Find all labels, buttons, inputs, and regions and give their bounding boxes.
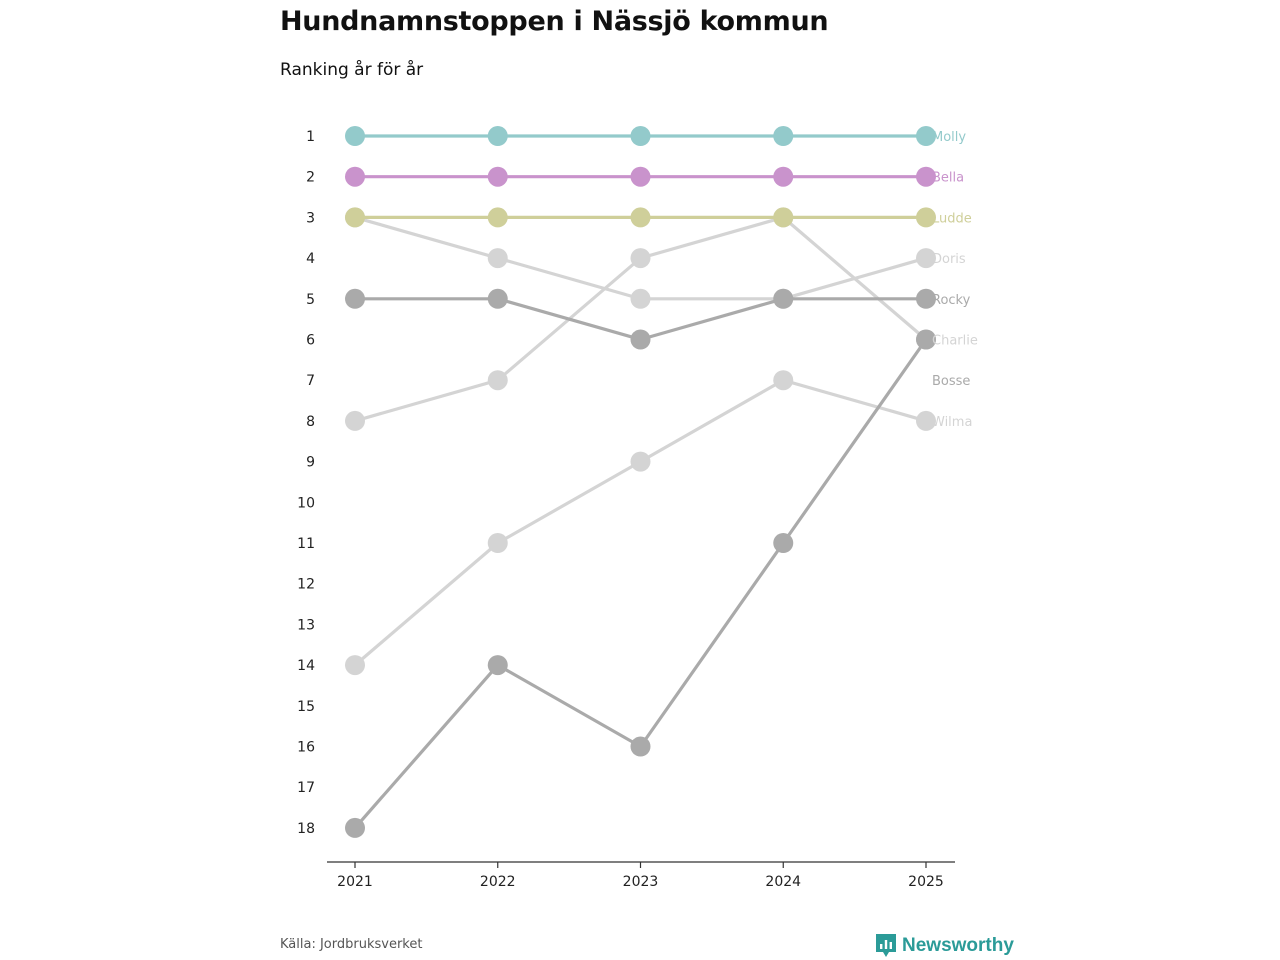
y-tick-label: 10: [297, 495, 315, 512]
brand-logo: [876, 934, 1014, 958]
data-point-rocky: [488, 289, 508, 309]
y-tick-label: 18: [297, 820, 315, 837]
series-ludde: [345, 207, 936, 227]
y-tick-label: 14: [297, 658, 315, 675]
y-tick-label: 17: [297, 780, 315, 797]
x-tick-label: 2021: [337, 874, 373, 890]
x-axis: [327, 862, 955, 890]
series-bosse: [345, 330, 936, 838]
data-point-charlie: [488, 370, 508, 390]
series-label-charlie: Charlie: [932, 333, 978, 349]
y-tick-label: 2: [306, 169, 315, 186]
series-label-bella: Bella: [932, 170, 965, 186]
series-label-rocky: Rocky: [932, 292, 971, 308]
series-wilma: [345, 370, 936, 675]
series-label-doris: Doris: [932, 252, 966, 268]
data-point-bosse: [773, 533, 793, 553]
data-point-molly: [488, 126, 508, 146]
x-tick-label: 2023: [622, 874, 659, 890]
y-tick-label: 4: [306, 251, 315, 268]
y-tick-label: 7: [306, 373, 315, 390]
data-point-bosse: [488, 655, 508, 675]
data-point-ludde: [488, 207, 508, 227]
y-axis: [297, 129, 315, 837]
chart-subtitle: Ranking år för år: [280, 60, 424, 80]
series-line-charlie: [355, 217, 926, 421]
data-point-wilma: [488, 533, 508, 553]
x-tick-label: 2025: [908, 874, 944, 890]
y-tick-label: 6: [306, 332, 315, 349]
chart-title: Hundnamnstoppen i Nässjö kommun: [280, 6, 829, 37]
series-molly: [345, 126, 936, 146]
y-tick-label: 8: [306, 413, 315, 430]
data-point-charlie: [631, 248, 651, 268]
y-tick-label: 15: [297, 698, 315, 715]
data-point-wilma: [631, 452, 651, 472]
data-point-bella: [488, 167, 508, 187]
data-point-bosse: [345, 818, 365, 838]
data-point-molly: [773, 126, 793, 146]
data-point-molly: [631, 126, 651, 146]
data-point-ludde: [631, 207, 651, 227]
series-layer: [345, 126, 936, 838]
data-point-rocky: [773, 289, 793, 309]
data-point-bosse: [631, 737, 651, 757]
data-point-ludde: [345, 207, 365, 227]
data-point-doris: [488, 248, 508, 268]
y-tick-label: 5: [306, 291, 315, 308]
brand-name: Newsworthy: [902, 935, 1014, 956]
y-tick-label: 1: [306, 129, 315, 145]
data-point-doris: [631, 289, 651, 309]
data-point-bella: [773, 167, 793, 187]
bar-chart-icon: [876, 934, 896, 958]
x-tick-label: 2024: [765, 874, 802, 890]
data-point-ludde: [773, 207, 793, 227]
series-line-wilma: [355, 380, 926, 665]
series-bella: [345, 167, 936, 187]
x-tick-label: 2022: [479, 874, 516, 890]
series-label-wilma: Wilma: [932, 414, 973, 430]
source-note: Källa: Jordbruksverket: [280, 937, 423, 952]
series-label-molly: Molly: [932, 130, 967, 145]
y-tick-label: 13: [297, 617, 315, 634]
series-label-ludde: Ludde: [932, 211, 972, 227]
data-point-molly: [345, 126, 365, 146]
y-tick-label: 16: [297, 739, 315, 756]
data-point-rocky: [345, 289, 365, 309]
series-labels: [932, 130, 978, 430]
y-tick-label: 11: [297, 536, 315, 552]
data-point-rocky: [631, 330, 651, 350]
data-point-wilma: [345, 655, 365, 675]
y-tick-label: 9: [306, 454, 315, 471]
data-point-bella: [631, 167, 651, 187]
data-point-bella: [345, 167, 365, 187]
data-point-charlie: [345, 411, 365, 431]
y-tick-label: 12: [297, 576, 315, 593]
series-label-bosse: Bosse: [932, 374, 971, 390]
y-tick-label: 3: [306, 210, 315, 227]
data-point-wilma: [773, 370, 793, 390]
